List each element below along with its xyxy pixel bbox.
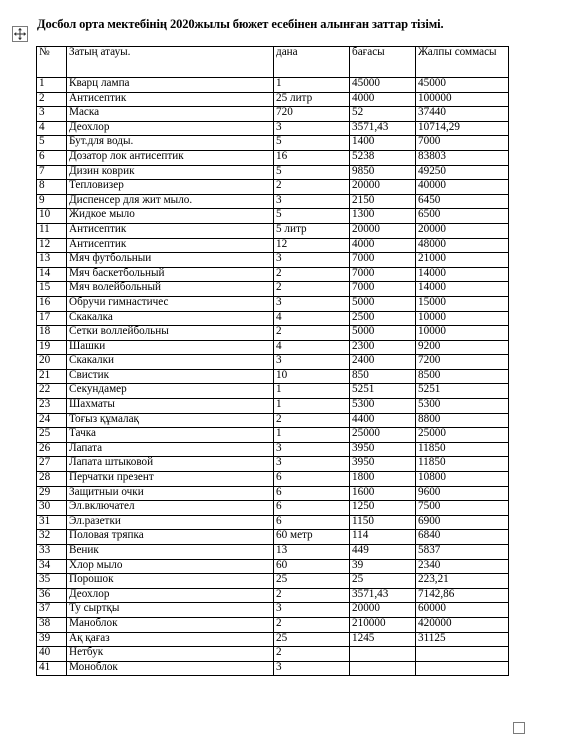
cell-item-name: Кварц лампа [67, 78, 274, 93]
cell-quantity: 4 [274, 340, 350, 355]
cell-total: 11850 [416, 442, 509, 457]
cell-number: 14 [37, 267, 67, 282]
cell-number: 31 [37, 515, 67, 530]
table-row [37, 121, 509, 136]
cell-quantity: 2 [274, 588, 350, 603]
cell-total: 223,21 [416, 574, 509, 589]
table-row [37, 661, 509, 676]
table-row [37, 399, 509, 414]
table-row [37, 267, 509, 282]
cell-number: 21 [37, 369, 67, 384]
cell-price: 3950 [350, 457, 416, 472]
table-row [37, 136, 509, 151]
cell-number: 18 [37, 326, 67, 341]
cell-item-name: Перчатки презент [67, 472, 274, 487]
cell-number: 36 [37, 588, 67, 603]
cell-number: 37 [37, 603, 67, 618]
cell-item-name: Шашки [67, 340, 274, 355]
cell-quantity: 60 [274, 559, 350, 574]
header-item-name: Затың атауы. [67, 47, 274, 78]
cell-item-name: Бут.для воды. [67, 136, 274, 151]
document-title: Досбол орта мектебінің 2020жылы бюжет есебінен алынған заттар тізімі. [37, 17, 444, 31]
cell-number: 32 [37, 530, 67, 545]
cell-total: 7000 [416, 136, 509, 151]
cell-total: 25000 [416, 428, 509, 443]
header-price: бағасы [350, 47, 416, 78]
cell-total: 9600 [416, 486, 509, 501]
cell-price: 7000 [350, 282, 416, 297]
cell-number: 29 [37, 486, 67, 501]
cell-number: 10 [37, 209, 67, 224]
cell-item-name: Деохлор [67, 588, 274, 603]
cell-total: 14000 [416, 267, 509, 282]
cell-number: 40 [37, 647, 67, 662]
cell-item-name: Мяч волейбольный [67, 282, 274, 297]
cell-price: 5300 [350, 399, 416, 414]
cell-total: 49250 [416, 165, 509, 180]
cell-price: 25000 [350, 428, 416, 443]
cell-number: 41 [37, 661, 67, 676]
table-body [37, 78, 509, 676]
cell-number: 25 [37, 428, 67, 443]
cell-item-name: Мяч футбольныи [67, 253, 274, 268]
cell-price: 3571,43 [350, 588, 416, 603]
cell-quantity: 2 [274, 617, 350, 632]
cell-total: 8800 [416, 413, 509, 428]
cell-price: 114 [350, 530, 416, 545]
cell-quantity: 25 [274, 632, 350, 647]
cell-item-name: Жидкое мыло [67, 209, 274, 224]
cell-number: 19 [37, 340, 67, 355]
cell-total: 37440 [416, 107, 509, 122]
cell-number: 34 [37, 559, 67, 574]
cell-quantity: 25 литр [274, 92, 350, 107]
cell-total: 5837 [416, 545, 509, 560]
cell-total: 20000 [416, 223, 509, 238]
cell-item-name: Хлор мыло [67, 559, 274, 574]
cell-number: 17 [37, 311, 67, 326]
cell-price: 9850 [350, 165, 416, 180]
cell-total: 11850 [416, 457, 509, 472]
cell-price: 1250 [350, 501, 416, 516]
table-row [37, 180, 509, 195]
cell-number: 1 [37, 78, 67, 93]
cell-price: 1150 [350, 515, 416, 530]
cell-price: 5000 [350, 326, 416, 341]
cell-quantity: 1 [274, 399, 350, 414]
cell-price: 449 [350, 545, 416, 560]
table-row [37, 326, 509, 341]
cell-item-name: Скакалка [67, 311, 274, 326]
cell-total: 9200 [416, 340, 509, 355]
cell-price: 39 [350, 559, 416, 574]
cell-total: 10800 [416, 472, 509, 487]
cell-total: 420000 [416, 617, 509, 632]
cell-total [416, 647, 509, 662]
cell-total: 10000 [416, 326, 509, 341]
cell-item-name: Маноблок [67, 617, 274, 632]
cell-item-name: Эл.включател [67, 501, 274, 516]
cell-item-name: Порошок [67, 574, 274, 589]
table-row [37, 442, 509, 457]
cell-price [350, 647, 416, 662]
cell-item-name: Лапата штыковой [67, 457, 274, 472]
cell-item-name: Половая тряпка [67, 530, 274, 545]
cell-item-name: Эл.разетки [67, 515, 274, 530]
cell-total: 6840 [416, 530, 509, 545]
cell-number: 7 [37, 165, 67, 180]
table-row [37, 428, 509, 443]
cell-quantity: 2 [274, 413, 350, 428]
table-row [37, 545, 509, 560]
cell-price: 2500 [350, 311, 416, 326]
cell-item-name: Диспенсер для жит мыло. [67, 194, 274, 209]
cell-item-name: Шахматы [67, 399, 274, 414]
table-row [37, 340, 509, 355]
cell-total: 6500 [416, 209, 509, 224]
cell-number: 39 [37, 632, 67, 647]
cell-item-name: Деохлор [67, 121, 274, 136]
cell-number: 2 [37, 92, 67, 107]
cell-total: 40000 [416, 180, 509, 195]
cell-item-name: Антисептик [67, 223, 274, 238]
cell-number: 3 [37, 107, 67, 122]
cell-price: 1800 [350, 472, 416, 487]
cell-item-name: Моноблок [67, 661, 274, 676]
cell-quantity: 4 [274, 311, 350, 326]
table-row [37, 457, 509, 472]
cell-quantity: 1 [274, 78, 350, 93]
cell-total: 6900 [416, 515, 509, 530]
cell-total: 48000 [416, 238, 509, 253]
cell-price: 850 [350, 369, 416, 384]
cell-price [350, 661, 416, 676]
cell-price: 1600 [350, 486, 416, 501]
cell-price: 2150 [350, 194, 416, 209]
table-row [37, 238, 509, 253]
cell-price: 25 [350, 574, 416, 589]
table-row [37, 515, 509, 530]
cell-number: 9 [37, 194, 67, 209]
cell-total: 5251 [416, 384, 509, 399]
cell-price: 7000 [350, 253, 416, 268]
cell-price: 2400 [350, 355, 416, 370]
table-row [37, 647, 509, 662]
cell-price: 20000 [350, 180, 416, 195]
cell-number: 26 [37, 442, 67, 457]
cell-item-name: Скакалки [67, 355, 274, 370]
table-row [37, 413, 509, 428]
cell-quantity: 3 [274, 296, 350, 311]
cell-quantity: 3 [274, 661, 350, 676]
cell-quantity: 3 [274, 253, 350, 268]
cell-quantity: 6 [274, 486, 350, 501]
table-row [37, 369, 509, 384]
table-row [37, 617, 509, 632]
cell-total [416, 661, 509, 676]
cell-total: 83803 [416, 150, 509, 165]
cell-quantity: 6 [274, 501, 350, 516]
cell-quantity: 13 [274, 545, 350, 560]
header-number: № [37, 47, 67, 78]
cell-number: 24 [37, 413, 67, 428]
table-row [37, 165, 509, 180]
cell-quantity: 5 [274, 165, 350, 180]
cell-number: 28 [37, 472, 67, 487]
cell-total: 60000 [416, 603, 509, 618]
cell-item-name: Антисептик [67, 92, 274, 107]
table-row [37, 486, 509, 501]
cell-price: 1245 [350, 632, 416, 647]
cell-price: 45000 [350, 78, 416, 93]
table-row [37, 472, 509, 487]
cell-price: 3571,43 [350, 121, 416, 136]
cell-quantity: 3 [274, 603, 350, 618]
table-row [37, 223, 509, 238]
cell-total: 10000 [416, 311, 509, 326]
cell-quantity: 2 [274, 282, 350, 297]
cell-quantity: 2 [274, 180, 350, 195]
cell-number: 13 [37, 253, 67, 268]
cell-total: 15000 [416, 296, 509, 311]
cell-total: 7142,86 [416, 588, 509, 603]
cell-item-name: Ақ қағаз [67, 632, 274, 647]
cell-number: 6 [37, 150, 67, 165]
cell-quantity: 25 [274, 574, 350, 589]
cell-item-name: Тоғыз құмалақ [67, 413, 274, 428]
cell-quantity: 3 [274, 442, 350, 457]
header-quantity: дана [274, 47, 350, 78]
cell-item-name: Тачка [67, 428, 274, 443]
table-row [37, 282, 509, 297]
cell-item-name: Сетки воллейбольны [67, 326, 274, 341]
cell-number: 30 [37, 501, 67, 516]
cell-price: 20000 [350, 223, 416, 238]
table-row [37, 603, 509, 618]
cell-number: 12 [37, 238, 67, 253]
cell-price: 2300 [350, 340, 416, 355]
cell-item-name: Антисептик [67, 238, 274, 253]
cell-item-name: Дозатор лок антисептик [67, 150, 274, 165]
cell-quantity: 12 [274, 238, 350, 253]
cell-number: 4 [37, 121, 67, 136]
header-total: Жалпы соммасы [416, 47, 509, 78]
cell-quantity: 3 [274, 355, 350, 370]
cell-price: 210000 [350, 617, 416, 632]
four-arrows-icon [13, 27, 27, 41]
table-row [37, 209, 509, 224]
table-resize-handle[interactable] [513, 722, 525, 734]
cell-number: 27 [37, 457, 67, 472]
table-row [37, 632, 509, 647]
table-move-handle-icon[interactable] [12, 26, 28, 42]
cell-item-name: Маска [67, 107, 274, 122]
cell-quantity: 5 [274, 136, 350, 151]
cell-quantity: 5 литр [274, 223, 350, 238]
cell-number: 15 [37, 282, 67, 297]
cell-number: 23 [37, 399, 67, 414]
cell-price: 1300 [350, 209, 416, 224]
cell-quantity: 1 [274, 428, 350, 443]
cell-total: 2340 [416, 559, 509, 574]
cell-quantity: 6 [274, 472, 350, 487]
cell-price: 5251 [350, 384, 416, 399]
cell-item-name: Нетбук [67, 647, 274, 662]
cell-total: 14000 [416, 282, 509, 297]
cell-price: 20000 [350, 603, 416, 618]
cell-number: 11 [37, 223, 67, 238]
cell-price: 5000 [350, 296, 416, 311]
cell-quantity: 16 [274, 150, 350, 165]
cell-total: 7200 [416, 355, 509, 370]
cell-price: 4000 [350, 238, 416, 253]
cell-quantity: 1 [274, 384, 350, 399]
table-row [37, 501, 509, 516]
cell-item-name: Обручи гимнастичес [67, 296, 274, 311]
cell-number: 20 [37, 355, 67, 370]
cell-number: 8 [37, 180, 67, 195]
cell-number: 16 [37, 296, 67, 311]
cell-number: 5 [37, 136, 67, 151]
cell-total: 100000 [416, 92, 509, 107]
table-row [37, 384, 509, 399]
cell-quantity: 6 [274, 515, 350, 530]
cell-number: 35 [37, 574, 67, 589]
cell-total: 7500 [416, 501, 509, 516]
table-row [37, 78, 509, 93]
table-row [37, 311, 509, 326]
table-row [37, 150, 509, 165]
cell-item-name: Защитныи очки [67, 486, 274, 501]
cell-quantity: 5 [274, 209, 350, 224]
cell-item-name: Дизин коврик [67, 165, 274, 180]
cell-number: 38 [37, 617, 67, 632]
table-row [37, 92, 509, 107]
cell-total: 6450 [416, 194, 509, 209]
cell-total: 5300 [416, 399, 509, 414]
cell-quantity: 3 [274, 194, 350, 209]
table-row [37, 194, 509, 209]
table-row [37, 588, 509, 603]
cell-item-name: Тепловизер [67, 180, 274, 195]
cell-item-name: Лапата [67, 442, 274, 457]
cell-quantity: 10 [274, 369, 350, 384]
cell-total: 8500 [416, 369, 509, 384]
cell-item-name: Свистик [67, 369, 274, 384]
cell-quantity: 2 [274, 647, 350, 662]
table-row [37, 530, 509, 545]
items-table [36, 46, 509, 676]
cell-total: 21000 [416, 253, 509, 268]
cell-item-name: Веник [67, 545, 274, 560]
cell-quantity: 2 [274, 326, 350, 341]
cell-number: 33 [37, 545, 67, 560]
cell-total: 10714,29 [416, 121, 509, 136]
cell-total: 31125 [416, 632, 509, 647]
table-row [37, 355, 509, 370]
cell-price: 52 [350, 107, 416, 122]
cell-quantity: 3 [274, 457, 350, 472]
cell-item-name: Мяч баскетбольный [67, 267, 274, 282]
cell-price: 4400 [350, 413, 416, 428]
cell-quantity: 3 [274, 121, 350, 136]
cell-quantity: 720 [274, 107, 350, 122]
cell-number: 22 [37, 384, 67, 399]
cell-price: 5238 [350, 150, 416, 165]
cell-total: 45000 [416, 78, 509, 93]
table-row [37, 107, 509, 122]
table-row [37, 253, 509, 268]
table-row [37, 574, 509, 589]
cell-price: 4000 [350, 92, 416, 107]
cell-price: 7000 [350, 267, 416, 282]
cell-price: 1400 [350, 136, 416, 151]
cell-price: 3950 [350, 442, 416, 457]
cell-quantity: 60 метр [274, 530, 350, 545]
table-row [37, 559, 509, 574]
cell-quantity: 2 [274, 267, 350, 282]
table-header-row [37, 47, 509, 78]
cell-item-name: Ту сыртқы [67, 603, 274, 618]
cell-item-name: Секундамер [67, 384, 274, 399]
table-row [37, 296, 509, 311]
